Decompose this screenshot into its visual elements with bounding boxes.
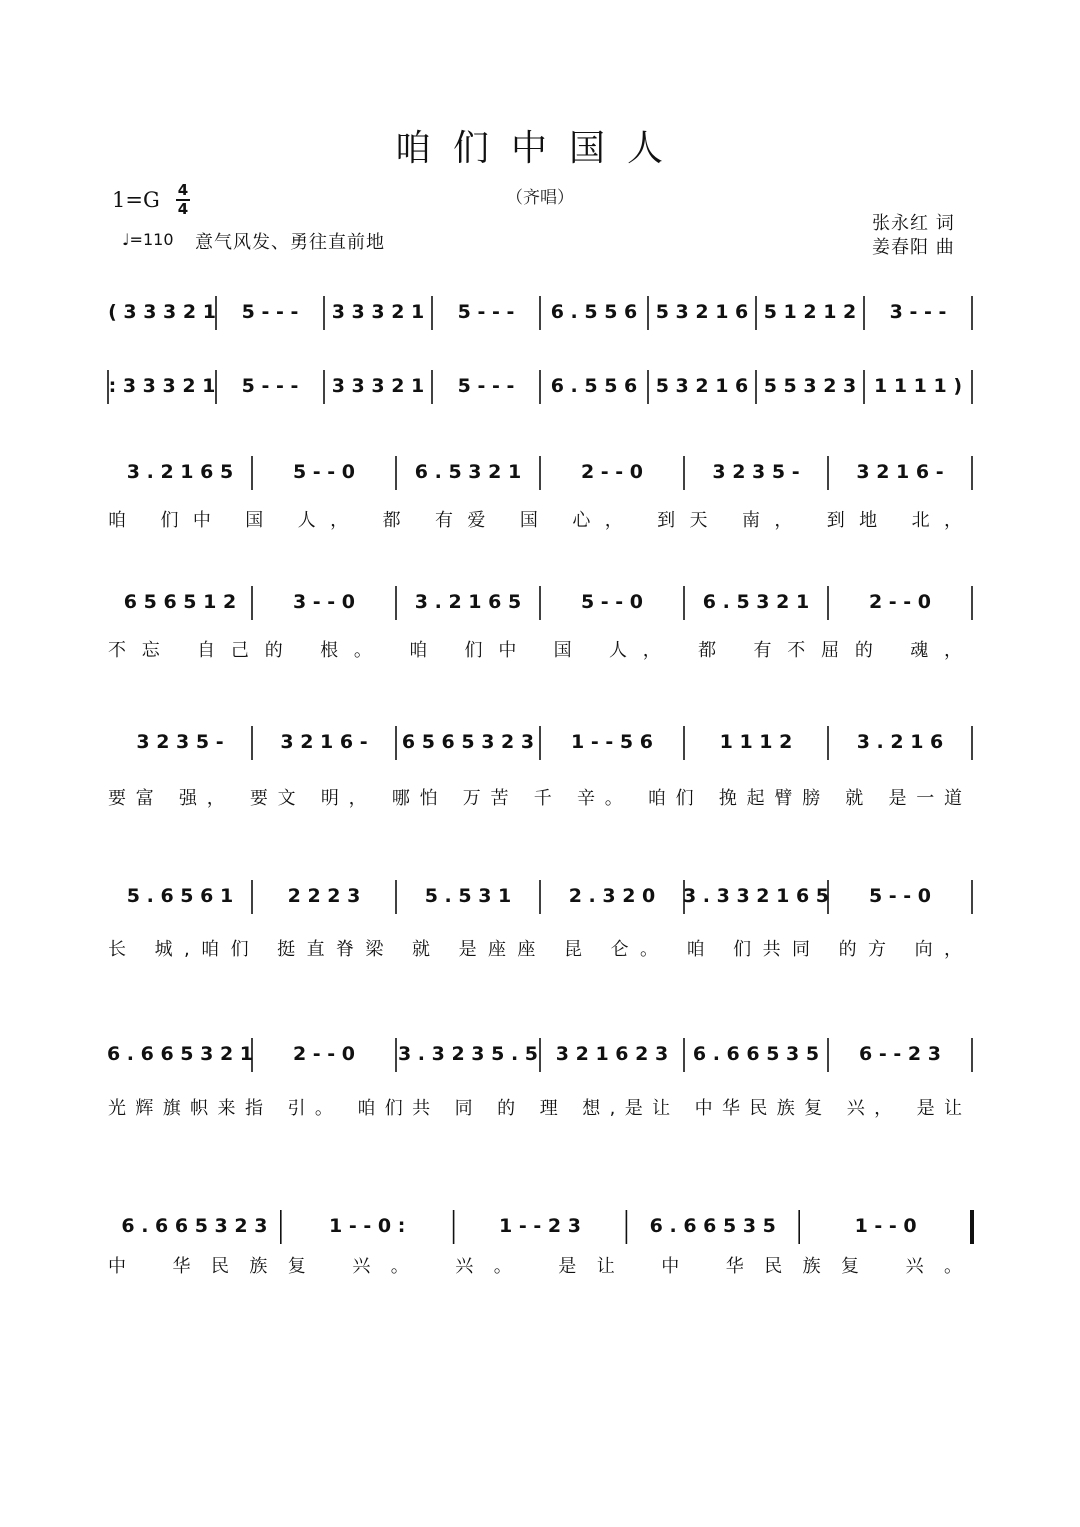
measure-notes: 6 . 5 3 2 1 (414, 461, 522, 483)
measure-notes: 1 - - 0 : (329, 1215, 406, 1237)
time-signature-top: 4 (177, 181, 189, 199)
measure-notes: 1 1 1 2 (719, 731, 793, 753)
measure-notes: 2 - - 0 (292, 1043, 356, 1065)
lyric-line: 咱 们中 国 人， 都 有爱 国 心， 到天 南， 到地 北， (108, 510, 963, 531)
tempo-marking: ♩=110 (122, 230, 174, 249)
measure-notes: 3 - - 0 (292, 591, 356, 613)
measure-notes: 1 1 1 1 ) (873, 375, 963, 397)
measure-notes: 3 2 3 5 - (712, 461, 800, 483)
measure-notes: 5 1 2 1 2 (763, 301, 857, 323)
measure-notes: 3 - - - (889, 301, 947, 323)
measure-notes: 6 . 5 5 6 (550, 375, 638, 397)
lyric-line: 要富 强， 要文 明， 哪怕 万苦 千 辛。 咱们 挽起臂膀 就 是一道 (108, 788, 963, 809)
measure-notes: 6 . 5 3 2 1 (702, 591, 810, 613)
measure-notes: 5 - - 0 (292, 461, 356, 483)
performance-mode: （齐唱） (506, 188, 574, 208)
lyric-line: 不忘 自己的 根。 咱 们中 国 人， 都 有不屈的 魂， (108, 640, 962, 661)
measure-notes: 6 . 6 6 5 3 5 (692, 1043, 820, 1065)
measure-notes: 3 3 3 2 1 (331, 375, 425, 397)
measure-notes: 6 . 6 6 5 3 5 (649, 1215, 776, 1237)
measure-notes: 1 - - 2 3 (499, 1215, 581, 1237)
measure-notes: 3 2 1 6 - (280, 731, 368, 753)
measure-notes: 6 . 5 5 6 (550, 301, 638, 323)
measure-notes: 6 5 6 5 1 2 (123, 591, 237, 613)
measure-notes: 3 . 2 1 6 (856, 731, 944, 753)
composer-credit: 姜春阳 曲 (872, 237, 955, 258)
measure-notes: 3 . 2 1 6 5 (414, 591, 522, 613)
measure-notes: 5 - - - (457, 301, 515, 323)
lyric-line: 光辉旗帜来指 引。 咱们共 同 的 理 想,是让 中华民族复 兴， 是让 (108, 1098, 962, 1119)
lyric-line: 中 华民族复 兴。 兴。 是让 中 华民族复 兴。 (108, 1256, 962, 1277)
measure-notes: ( 3 3 3 2 1 (108, 301, 216, 323)
score-lines (107, 296, 972, 1277)
measure-notes: 2 - - 0 (580, 461, 644, 483)
measure-notes: 5 . 5 3 1 (424, 885, 512, 907)
measure-notes: 3 2 1 6 2 3 (555, 1043, 669, 1065)
measure-notes: 5 - - 0 (580, 591, 644, 613)
measure-notes: 2 . 3 2 0 (568, 885, 656, 907)
measure-notes: : 3 3 3 2 1 (108, 375, 216, 397)
key-signature: 1=G (112, 188, 160, 212)
expression-marking: 意气风发、勇往直前地 (195, 232, 385, 253)
measure-notes: 1 - - 5 6 (571, 731, 653, 753)
measure-notes: 5 - - - (457, 375, 515, 397)
measure-notes: 3 3 3 2 1 (331, 301, 425, 323)
measure-notes: 6 - - 2 3 (859, 1043, 941, 1065)
measure-notes: 5 3 2 1 6 (655, 375, 749, 397)
measure-notes: 5 . 6 5 6 1 (126, 885, 234, 907)
measure-notes: 3 2 3 5 - (136, 731, 224, 753)
lyric-line: 长 城,咱们 挺直脊梁 就 是座座 昆 仑。 咱 们共同 的方 向， (108, 939, 962, 960)
measure-notes: 5 - - 0 (868, 885, 932, 907)
measure-notes: 6 5 6 5 3 2 3 (401, 731, 535, 753)
measure-notes: 2 2 2 3 (287, 885, 361, 907)
measure-notes: 3 . 3 2 3 5 . 5 (397, 1043, 539, 1065)
time-signature-bottom: 4 (177, 200, 189, 218)
measure-notes: 6 . 6 6 5 3 2 1 (106, 1043, 254, 1065)
measure-notes: 3 . 2 1 6 5 (126, 461, 234, 483)
lyricist-credit: 张永红 词 (872, 213, 955, 234)
measure-notes: 5 5 3 2 3 (763, 375, 857, 397)
measure-notes: 1 - - 0 (854, 1215, 917, 1237)
song-title: 咱们中国人 (394, 128, 685, 169)
measure-notes: 5 - - - (241, 375, 299, 397)
measure-notes: 5 - - - (241, 301, 299, 323)
measure-notes: 2 - - 0 (868, 591, 932, 613)
measure-notes: 6 . 6 6 5 3 2 3 (121, 1215, 268, 1237)
measure-notes: 5 3 2 1 6 (655, 301, 749, 323)
measure-notes: 3 . 3 3 2 1 6 5 (682, 885, 830, 907)
measure-notes: 3 2 1 6 - (856, 461, 944, 483)
